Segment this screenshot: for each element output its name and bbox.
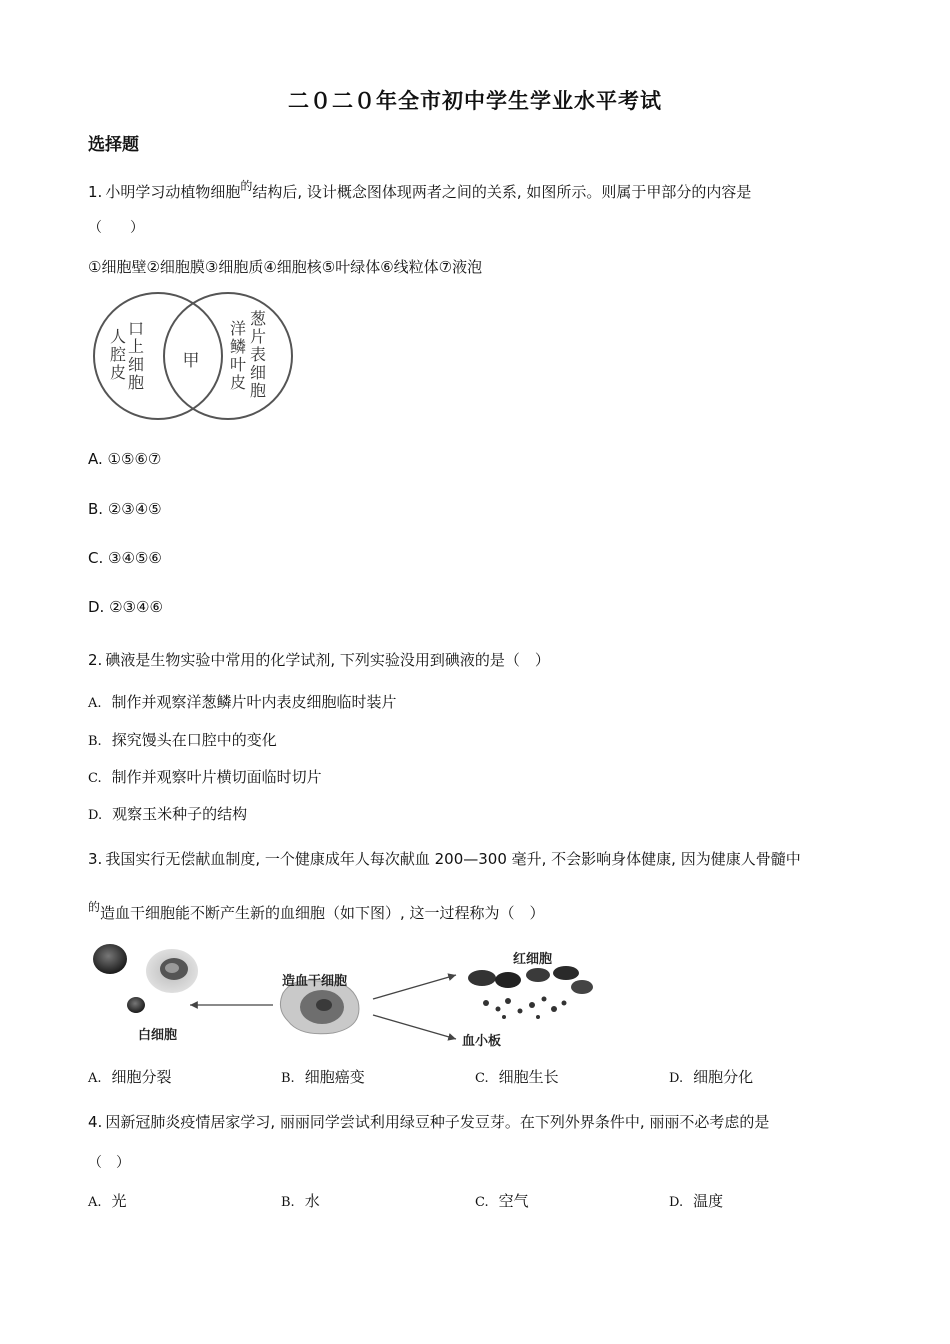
- red-cell-4: [553, 966, 579, 980]
- q1-text-a: 小明学习动植物细胞: [105, 183, 241, 201]
- white-cell-3: [127, 997, 145, 1013]
- q1-option-c-text: ③④⑤⑥: [108, 549, 162, 567]
- q1-option-d-letter: D.: [88, 598, 105, 616]
- q3-option-c-text: 细胞生长: [498, 1068, 559, 1086]
- red-cell-label: 红细胞: [513, 952, 553, 967]
- q1-option-b-letter: B.: [88, 500, 104, 518]
- q3-stem-line1: [88, 848, 801, 869]
- q3-option-c-letter: C.: [475, 1071, 489, 1086]
- q1-number: 1.: [88, 183, 103, 201]
- q4-option-c-letter: C.: [475, 1195, 489, 1210]
- q1-option-a-text: ①⑤⑥⑦: [107, 450, 162, 468]
- q2-option-a-letter: A.: [88, 696, 102, 711]
- q2-option-c-text: 制作并观察叶片横切面临时切片: [111, 768, 322, 786]
- q1-option-d-text: ②③④⑥: [109, 598, 163, 616]
- venn-char: 胞: [249, 381, 267, 400]
- venn-left-label: [110, 319, 144, 392]
- venn-char: 胞: [127, 373, 145, 392]
- venn-diagram: [88, 290, 298, 422]
- stem-cell-nucleolus: [316, 999, 332, 1011]
- q4-text: 因新冠肺炎疫情居家学习, 丽丽同学尝试利用绿豆种子发豆芽。在下列外界条件中, 丽丽不必考虑的是: [105, 1113, 770, 1131]
- q3-option-a-text: 细胞分裂: [111, 1068, 172, 1086]
- white-cell-2-inner: [165, 963, 179, 973]
- q4-option-c-text: 空气: [498, 1192, 529, 1210]
- q1-items: ①细胞壁②细胞膜③细胞质④细胞核⑤叶绿体⑥线粒体⑦液泡: [88, 258, 483, 276]
- red-cell-3: [526, 968, 550, 982]
- q1-option-a-letter: A.: [88, 450, 103, 468]
- q3-option-b-text: 细胞癌变: [304, 1068, 365, 1086]
- q4-option-d-text: 温度: [693, 1192, 724, 1210]
- venn-char: 皮: [229, 373, 247, 392]
- arrow-down-right: [373, 1015, 456, 1039]
- venn-char: 上: [127, 337, 145, 356]
- q2-number: 2.: [88, 651, 103, 669]
- platelet-label: 血小板: [462, 1034, 502, 1049]
- red-cell-5: [571, 980, 593, 994]
- q2-option-d-text: 观察玉米种子的结构: [112, 805, 248, 823]
- stem-cell-label: 造血干细胞: [282, 974, 348, 989]
- q3-stem-line2: [88, 898, 545, 923]
- q2-text: 碘液是生物实验中常用的化学试剂, 下列实验没用到碘液的是（ ）: [105, 651, 550, 669]
- q4-option-c[interactable]: [475, 1190, 529, 1211]
- venn-char: 人: [109, 327, 127, 346]
- red-cell-1: [468, 970, 496, 986]
- venn-char: 腔: [109, 345, 127, 364]
- q3-option-c[interactable]: [475, 1066, 559, 1087]
- venn-char: 口: [127, 319, 145, 338]
- q1-paren: （ ）: [88, 220, 144, 236]
- venn-right-label: [230, 309, 267, 400]
- venn-char: 细: [249, 363, 267, 382]
- q1-text-b: 结构后, 设计概念图体现两者之间的关系, 如图所示。则属于甲部分的内容是: [252, 183, 752, 201]
- venn-char: 细: [127, 355, 145, 374]
- section-heading: 选择题: [88, 135, 139, 155]
- venn-char: 片: [249, 327, 267, 346]
- q4-option-d[interactable]: [669, 1190, 723, 1211]
- q3-option-d-letter: D.: [669, 1071, 684, 1086]
- q2-option-b-letter: B.: [88, 734, 102, 749]
- q3-text1: 我国实行无偿献血制度, 一个健康成年人每次献血 200—300 毫升, 不会影响身体健康, 因为健康人骨髓中: [105, 850, 801, 868]
- q4-option-a-letter: A.: [88, 1195, 102, 1210]
- q1-option-b[interactable]: [88, 500, 162, 518]
- q3-text2-sup: 的: [88, 900, 101, 914]
- venn-middle-label: 甲: [182, 351, 200, 371]
- q3-option-b[interactable]: [281, 1066, 365, 1087]
- q4-paren: （ ）: [88, 1155, 130, 1171]
- q4-option-a[interactable]: [88, 1190, 127, 1211]
- q3-option-d[interactable]: [669, 1066, 753, 1087]
- venn-char: 叶: [229, 355, 247, 374]
- red-cell-2: [495, 972, 521, 988]
- q1-stem: [88, 177, 751, 202]
- q1-option-d[interactable]: [88, 598, 163, 616]
- q2-option-d-letter: D.: [88, 808, 103, 823]
- q3-option-a-letter: A.: [88, 1071, 102, 1086]
- q4-option-b-letter: B.: [281, 1195, 295, 1210]
- q1-option-c[interactable]: [88, 549, 162, 567]
- q3-number: 3.: [88, 850, 103, 868]
- q4-number: 4.: [88, 1113, 103, 1131]
- platelets: [483, 997, 567, 1020]
- q2-option-c[interactable]: [88, 766, 322, 787]
- q3-option-d-text: 细胞分化: [693, 1068, 754, 1086]
- venn-char: 葱: [249, 309, 267, 328]
- q2-option-b-text: 探究馒头在口腔中的变化: [111, 731, 277, 749]
- white-cell-1: [93, 944, 127, 974]
- q4-option-b-text: 水: [304, 1192, 320, 1210]
- exam-title: 二０二０年全市初中学生学业水平考试: [288, 88, 662, 113]
- q2-option-a[interactable]: [88, 691, 397, 712]
- q3-option-a[interactable]: [88, 1066, 172, 1087]
- q2-option-c-letter: C.: [88, 771, 102, 786]
- white-cell-label: 白细胞: [138, 1028, 178, 1043]
- arrow-up-right: [373, 975, 456, 999]
- q4-stem: [88, 1111, 769, 1132]
- q2-option-d[interactable]: [88, 803, 247, 824]
- q3-text2: 造血干细胞能不断产生新的血细胞（如下图）, 这一过程称为（ ）: [100, 904, 545, 922]
- q3-option-b-letter: B.: [281, 1071, 295, 1086]
- q4-option-b[interactable]: [281, 1190, 320, 1211]
- q1-option-b-text: ②③④⑤: [107, 500, 162, 518]
- q2-option-b[interactable]: [88, 729, 277, 750]
- q4-option-a-text: 光: [111, 1192, 127, 1210]
- venn-char: 洋: [229, 319, 247, 338]
- q4-option-d-letter: D.: [669, 1195, 684, 1210]
- q2-stem: [88, 649, 550, 670]
- venn-char: 皮: [109, 363, 127, 382]
- q1-option-a[interactable]: [88, 450, 161, 468]
- q1-option-c-letter: C.: [88, 549, 104, 567]
- blood-cell-figure: [88, 935, 618, 1050]
- q2-option-a-text: 制作并观察洋葱鳞片叶内表皮细胞临时装片: [111, 693, 397, 711]
- venn-char: 表: [249, 345, 267, 364]
- venn-char: 鳞: [229, 337, 247, 356]
- q1-text-sup: 的: [240, 179, 253, 193]
